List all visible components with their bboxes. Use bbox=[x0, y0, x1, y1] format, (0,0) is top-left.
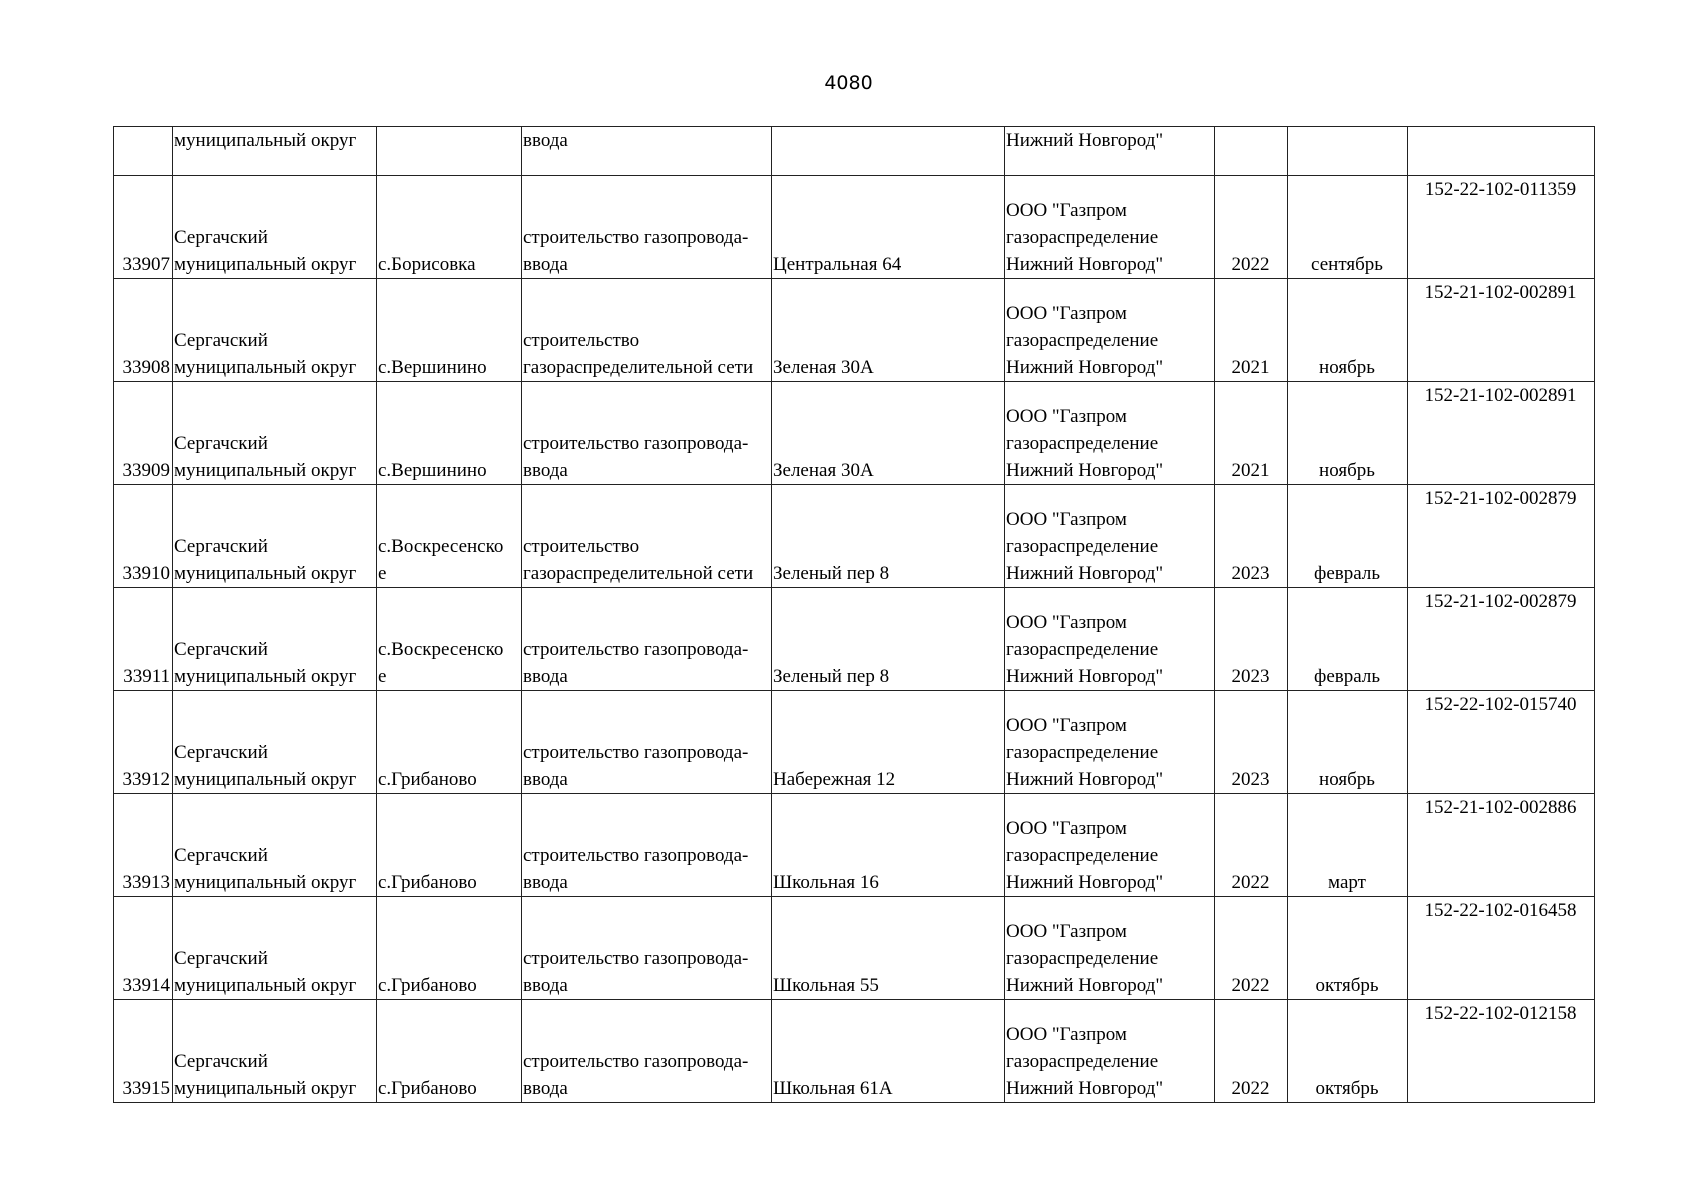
address-text: Школьная 61А bbox=[773, 1078, 893, 1099]
cell-code bbox=[1408, 127, 1595, 176]
district-line: муниципальный округ bbox=[174, 254, 357, 275]
cell-org bbox=[1005, 485, 1215, 588]
cell-address bbox=[772, 279, 1005, 382]
org-line: ООО "Газпром bbox=[1006, 406, 1127, 427]
cell-org bbox=[1005, 691, 1215, 794]
district-line: Сергачский bbox=[174, 845, 268, 866]
cell-org bbox=[1005, 1000, 1215, 1103]
cell-work bbox=[522, 485, 772, 588]
table-row bbox=[114, 382, 1595, 485]
cell-year bbox=[1215, 127, 1288, 176]
village-line: с.Воскресенско bbox=[378, 639, 504, 660]
cell-org bbox=[1005, 382, 1215, 485]
cell-month bbox=[1288, 485, 1408, 588]
cell-org: Нижний Новгород" bbox=[1005, 127, 1215, 176]
cell-address bbox=[772, 794, 1005, 897]
org-line: ООО "Газпром bbox=[1006, 612, 1127, 633]
table-row bbox=[114, 897, 1595, 1000]
cell-address bbox=[772, 127, 1005, 176]
district-line: Сергачский bbox=[174, 536, 268, 557]
address-text: Школьная 16 bbox=[773, 872, 879, 893]
village-line: с.Борисовка bbox=[378, 254, 476, 275]
org-line: Нижний Новгород" bbox=[1006, 563, 1164, 584]
permit-code: 152-22-102-011359 bbox=[1424, 179, 1577, 200]
district-line: муниципальный округ bbox=[174, 563, 357, 584]
cell-village bbox=[377, 127, 522, 176]
month-text: сентябрь bbox=[1311, 254, 1383, 275]
address-text: Центральная 64 bbox=[773, 254, 902, 275]
work-line: ввода bbox=[523, 872, 568, 893]
address-text: Зеленая 30А bbox=[773, 460, 874, 481]
permit-code: 152-21-102-002879 bbox=[1424, 591, 1577, 612]
village-line: с.Грибаново bbox=[378, 769, 477, 790]
cell-code bbox=[1408, 588, 1595, 691]
work-line: строительство bbox=[523, 536, 640, 557]
cell-address bbox=[772, 588, 1005, 691]
row-number: 33908 bbox=[122, 357, 170, 378]
work-line: строительство bbox=[523, 330, 640, 351]
year-text: 2023 bbox=[1231, 666, 1270, 687]
work-line: ввода bbox=[523, 769, 568, 790]
cell-month bbox=[1288, 382, 1408, 485]
cell-address bbox=[772, 691, 1005, 794]
row-number: 33911 bbox=[123, 666, 170, 687]
cell-num bbox=[114, 382, 173, 485]
village-line: с.Вершинино bbox=[378, 460, 487, 481]
cell-code bbox=[1408, 382, 1595, 485]
cell-village bbox=[377, 588, 522, 691]
cell-num bbox=[114, 485, 173, 588]
cell-num bbox=[114, 127, 173, 176]
work-line: ввода bbox=[523, 666, 568, 687]
org-line: ООО "Газпром bbox=[1006, 818, 1127, 839]
permit-code: 152-21-102-002886 bbox=[1424, 797, 1577, 818]
continuation-row bbox=[114, 127, 1595, 176]
month-text: ноябрь bbox=[1319, 769, 1375, 790]
cell-village bbox=[377, 176, 522, 279]
cell-code bbox=[1408, 1000, 1595, 1103]
cell-address bbox=[772, 1000, 1005, 1103]
cell-num bbox=[114, 1000, 173, 1103]
district-line: Сергачский bbox=[174, 1051, 268, 1072]
org-line: ООО "Газпром bbox=[1006, 921, 1127, 942]
cell-month bbox=[1288, 794, 1408, 897]
district-line: муниципальный округ bbox=[174, 872, 357, 893]
org-line: Нижний Новгород" bbox=[1006, 254, 1164, 275]
permit-code: 152-22-102-012158 bbox=[1424, 1003, 1577, 1024]
table-row bbox=[114, 485, 1595, 588]
cell-district bbox=[173, 691, 377, 794]
cell-district bbox=[173, 588, 377, 691]
org-line: Нижний Новгород" bbox=[1006, 769, 1164, 790]
work-line: строительство газопровода- bbox=[523, 742, 749, 763]
cell-district bbox=[173, 382, 377, 485]
year-text: 2021 bbox=[1231, 357, 1270, 378]
row-number: 33913 bbox=[122, 872, 170, 893]
cell-code bbox=[1408, 279, 1595, 382]
org-line: газораспределение bbox=[1006, 227, 1159, 248]
month-text: ноябрь bbox=[1319, 357, 1375, 378]
org-line: ООО "Газпром bbox=[1006, 303, 1127, 324]
cell-year bbox=[1215, 382, 1288, 485]
cell-num bbox=[114, 279, 173, 382]
district-line: муниципальный округ bbox=[174, 460, 357, 481]
work-line: ввода bbox=[523, 975, 568, 996]
table-row bbox=[114, 176, 1595, 279]
village-line: с.Грибаново bbox=[378, 1078, 477, 1099]
cell-village bbox=[377, 382, 522, 485]
org-line: Нижний Новгород" bbox=[1006, 1078, 1164, 1099]
cell-address bbox=[772, 382, 1005, 485]
work-line: строительство газопровода- bbox=[523, 1051, 749, 1072]
district-line: муниципальный округ bbox=[174, 357, 357, 378]
row-number: 33909 bbox=[122, 460, 170, 481]
month-text: март bbox=[1328, 872, 1366, 893]
cell-district: муниципальный округ bbox=[173, 127, 377, 176]
cell-year bbox=[1215, 588, 1288, 691]
cell-work: ввода bbox=[522, 127, 772, 176]
cell-village bbox=[377, 1000, 522, 1103]
cell-work bbox=[522, 794, 772, 897]
cell-org bbox=[1005, 794, 1215, 897]
cell-district bbox=[173, 279, 377, 382]
cell-month bbox=[1288, 176, 1408, 279]
village-line: с.Грибаново bbox=[378, 975, 477, 996]
month-text: февраль bbox=[1314, 563, 1380, 584]
cell-month bbox=[1288, 127, 1408, 176]
village-line: с.Воскресенско bbox=[378, 536, 504, 557]
address-text: Школьная 55 bbox=[773, 975, 879, 996]
cell-district bbox=[173, 176, 377, 279]
address-text: Зеленый пер 8 bbox=[773, 666, 890, 687]
year-text: 2022 bbox=[1231, 872, 1270, 893]
work-line: ввода bbox=[523, 460, 568, 481]
district-line: Сергачский bbox=[174, 227, 268, 248]
permit-code: 152-22-102-016458 bbox=[1424, 900, 1577, 921]
org-line: Нижний Новгород" bbox=[1006, 872, 1164, 893]
cell-month bbox=[1288, 588, 1408, 691]
cell-year bbox=[1215, 485, 1288, 588]
year-text: 2023 bbox=[1231, 563, 1270, 584]
permit-code: 152-21-102-002891 bbox=[1424, 282, 1577, 303]
permit-code: 152-21-102-002891 bbox=[1424, 385, 1577, 406]
cell-address bbox=[772, 176, 1005, 279]
cell-district bbox=[173, 794, 377, 897]
year-text: 2021 bbox=[1231, 460, 1270, 481]
org-line: ООО "Газпром bbox=[1006, 509, 1127, 530]
table-row bbox=[114, 691, 1595, 794]
month-text: ноябрь bbox=[1319, 460, 1375, 481]
year-text: 2023 bbox=[1231, 769, 1270, 790]
work-line: строительство газопровода- bbox=[523, 639, 749, 660]
month-text: октябрь bbox=[1315, 1078, 1379, 1099]
org-line: газораспределение bbox=[1006, 845, 1159, 866]
cell-district bbox=[173, 485, 377, 588]
cell-num bbox=[114, 176, 173, 279]
cell-code bbox=[1408, 176, 1595, 279]
cell-village bbox=[377, 897, 522, 1000]
district-line: муниципальный округ bbox=[174, 666, 357, 687]
work-line: ввода bbox=[523, 254, 568, 275]
table-row bbox=[114, 794, 1595, 897]
org-line: ООО "Газпром bbox=[1006, 200, 1127, 221]
cell-year bbox=[1215, 897, 1288, 1000]
org-line: газораспределение bbox=[1006, 433, 1159, 454]
cell-org bbox=[1005, 897, 1215, 1000]
cell-village bbox=[377, 794, 522, 897]
work-line: ввода bbox=[523, 1078, 568, 1099]
cell-work bbox=[522, 588, 772, 691]
district-line: Сергачский bbox=[174, 742, 268, 763]
cell-district bbox=[173, 1000, 377, 1103]
cell-work bbox=[522, 279, 772, 382]
table-body bbox=[114, 127, 1595, 1103]
village-line: с.Вершинино bbox=[378, 357, 487, 378]
district-line: Сергачский bbox=[174, 639, 268, 660]
cell-village bbox=[377, 691, 522, 794]
month-text: октябрь bbox=[1315, 975, 1379, 996]
org-line: Нижний Новгород" bbox=[1006, 460, 1164, 481]
cell-year bbox=[1215, 176, 1288, 279]
district-line: Сергачский bbox=[174, 433, 268, 454]
cell-year bbox=[1215, 794, 1288, 897]
table-row bbox=[114, 588, 1595, 691]
year-text: 2022 bbox=[1231, 975, 1270, 996]
cell-year bbox=[1215, 279, 1288, 382]
cell-village bbox=[377, 279, 522, 382]
cell-num bbox=[114, 794, 173, 897]
org-line: газораспределение bbox=[1006, 948, 1159, 969]
table-row bbox=[114, 1000, 1595, 1103]
cell-work bbox=[522, 691, 772, 794]
address-text: Зеленая 30А bbox=[773, 357, 874, 378]
row-number: 33910 bbox=[122, 563, 170, 584]
cell-address bbox=[772, 897, 1005, 1000]
org-line: газораспределение bbox=[1006, 536, 1159, 557]
cell-village bbox=[377, 485, 522, 588]
org-line: газораспределение bbox=[1006, 639, 1159, 660]
cell-num bbox=[114, 588, 173, 691]
cell-num bbox=[114, 691, 173, 794]
month-text: февраль bbox=[1314, 666, 1380, 687]
work-line: газораспределительной сети bbox=[523, 357, 754, 378]
cell-work bbox=[522, 382, 772, 485]
village-line: е bbox=[378, 563, 387, 584]
cell-work bbox=[522, 897, 772, 1000]
cell-work bbox=[522, 176, 772, 279]
gas-connection-table bbox=[113, 126, 1595, 1103]
district-line: муниципальный округ bbox=[174, 1078, 357, 1099]
village-line: е bbox=[378, 666, 387, 687]
cell-year bbox=[1215, 1000, 1288, 1103]
cell-month bbox=[1288, 897, 1408, 1000]
year-text: 2022 bbox=[1231, 1078, 1270, 1099]
cell-code bbox=[1408, 691, 1595, 794]
permit-code: 152-22-102-015740 bbox=[1424, 694, 1577, 715]
work-line: строительство газопровода- bbox=[523, 845, 749, 866]
address-text: Набережная 12 bbox=[773, 769, 896, 790]
cell-num bbox=[114, 897, 173, 1000]
cell-code bbox=[1408, 485, 1595, 588]
work-line: газораспределительной сети bbox=[523, 563, 754, 584]
org-line: ООО "Газпром bbox=[1006, 1024, 1127, 1045]
org-line: газораспределение bbox=[1006, 330, 1159, 351]
cell-month bbox=[1288, 279, 1408, 382]
org-line: газораспределение bbox=[1006, 742, 1159, 763]
row-number: 33912 bbox=[122, 769, 170, 790]
cell-month bbox=[1288, 691, 1408, 794]
org-line: ООО "Газпром bbox=[1006, 715, 1127, 736]
work-line: строительство газопровода- bbox=[523, 948, 749, 969]
district-line: муниципальный округ bbox=[174, 769, 357, 790]
permit-code: 152-21-102-002879 bbox=[1424, 488, 1577, 509]
cell-org bbox=[1005, 588, 1215, 691]
cell-org bbox=[1005, 279, 1215, 382]
work-line: строительство газопровода- bbox=[523, 433, 749, 454]
district-line: муниципальный округ bbox=[174, 975, 357, 996]
cell-code bbox=[1408, 794, 1595, 897]
cell-work bbox=[522, 1000, 772, 1103]
village-line: с.Грибаново bbox=[378, 872, 477, 893]
cell-code bbox=[1408, 897, 1595, 1000]
table-row bbox=[114, 279, 1595, 382]
cell-district bbox=[173, 897, 377, 1000]
org-line: газораспределение bbox=[1006, 1051, 1159, 1072]
cell-address bbox=[772, 485, 1005, 588]
address-text: Зеленый пер 8 bbox=[773, 563, 890, 584]
work-line: строительство газопровода- bbox=[523, 227, 749, 248]
year-text: 2022 bbox=[1231, 254, 1270, 275]
cell-year bbox=[1215, 691, 1288, 794]
district-line: Сергачский bbox=[174, 330, 268, 351]
cell-month bbox=[1288, 1000, 1408, 1103]
row-number: 33907 bbox=[122, 254, 170, 275]
row-number: 33915 bbox=[122, 1078, 170, 1099]
org-line: Нижний Новгород" bbox=[1006, 975, 1164, 996]
page-number: 4080 bbox=[824, 72, 873, 94]
org-line: Нижний Новгород" bbox=[1006, 666, 1164, 687]
row-number: 33914 bbox=[122, 975, 170, 996]
district-line: Сергачский bbox=[174, 948, 268, 969]
cell-org bbox=[1005, 176, 1215, 279]
org-line: Нижний Новгород" bbox=[1006, 357, 1164, 378]
